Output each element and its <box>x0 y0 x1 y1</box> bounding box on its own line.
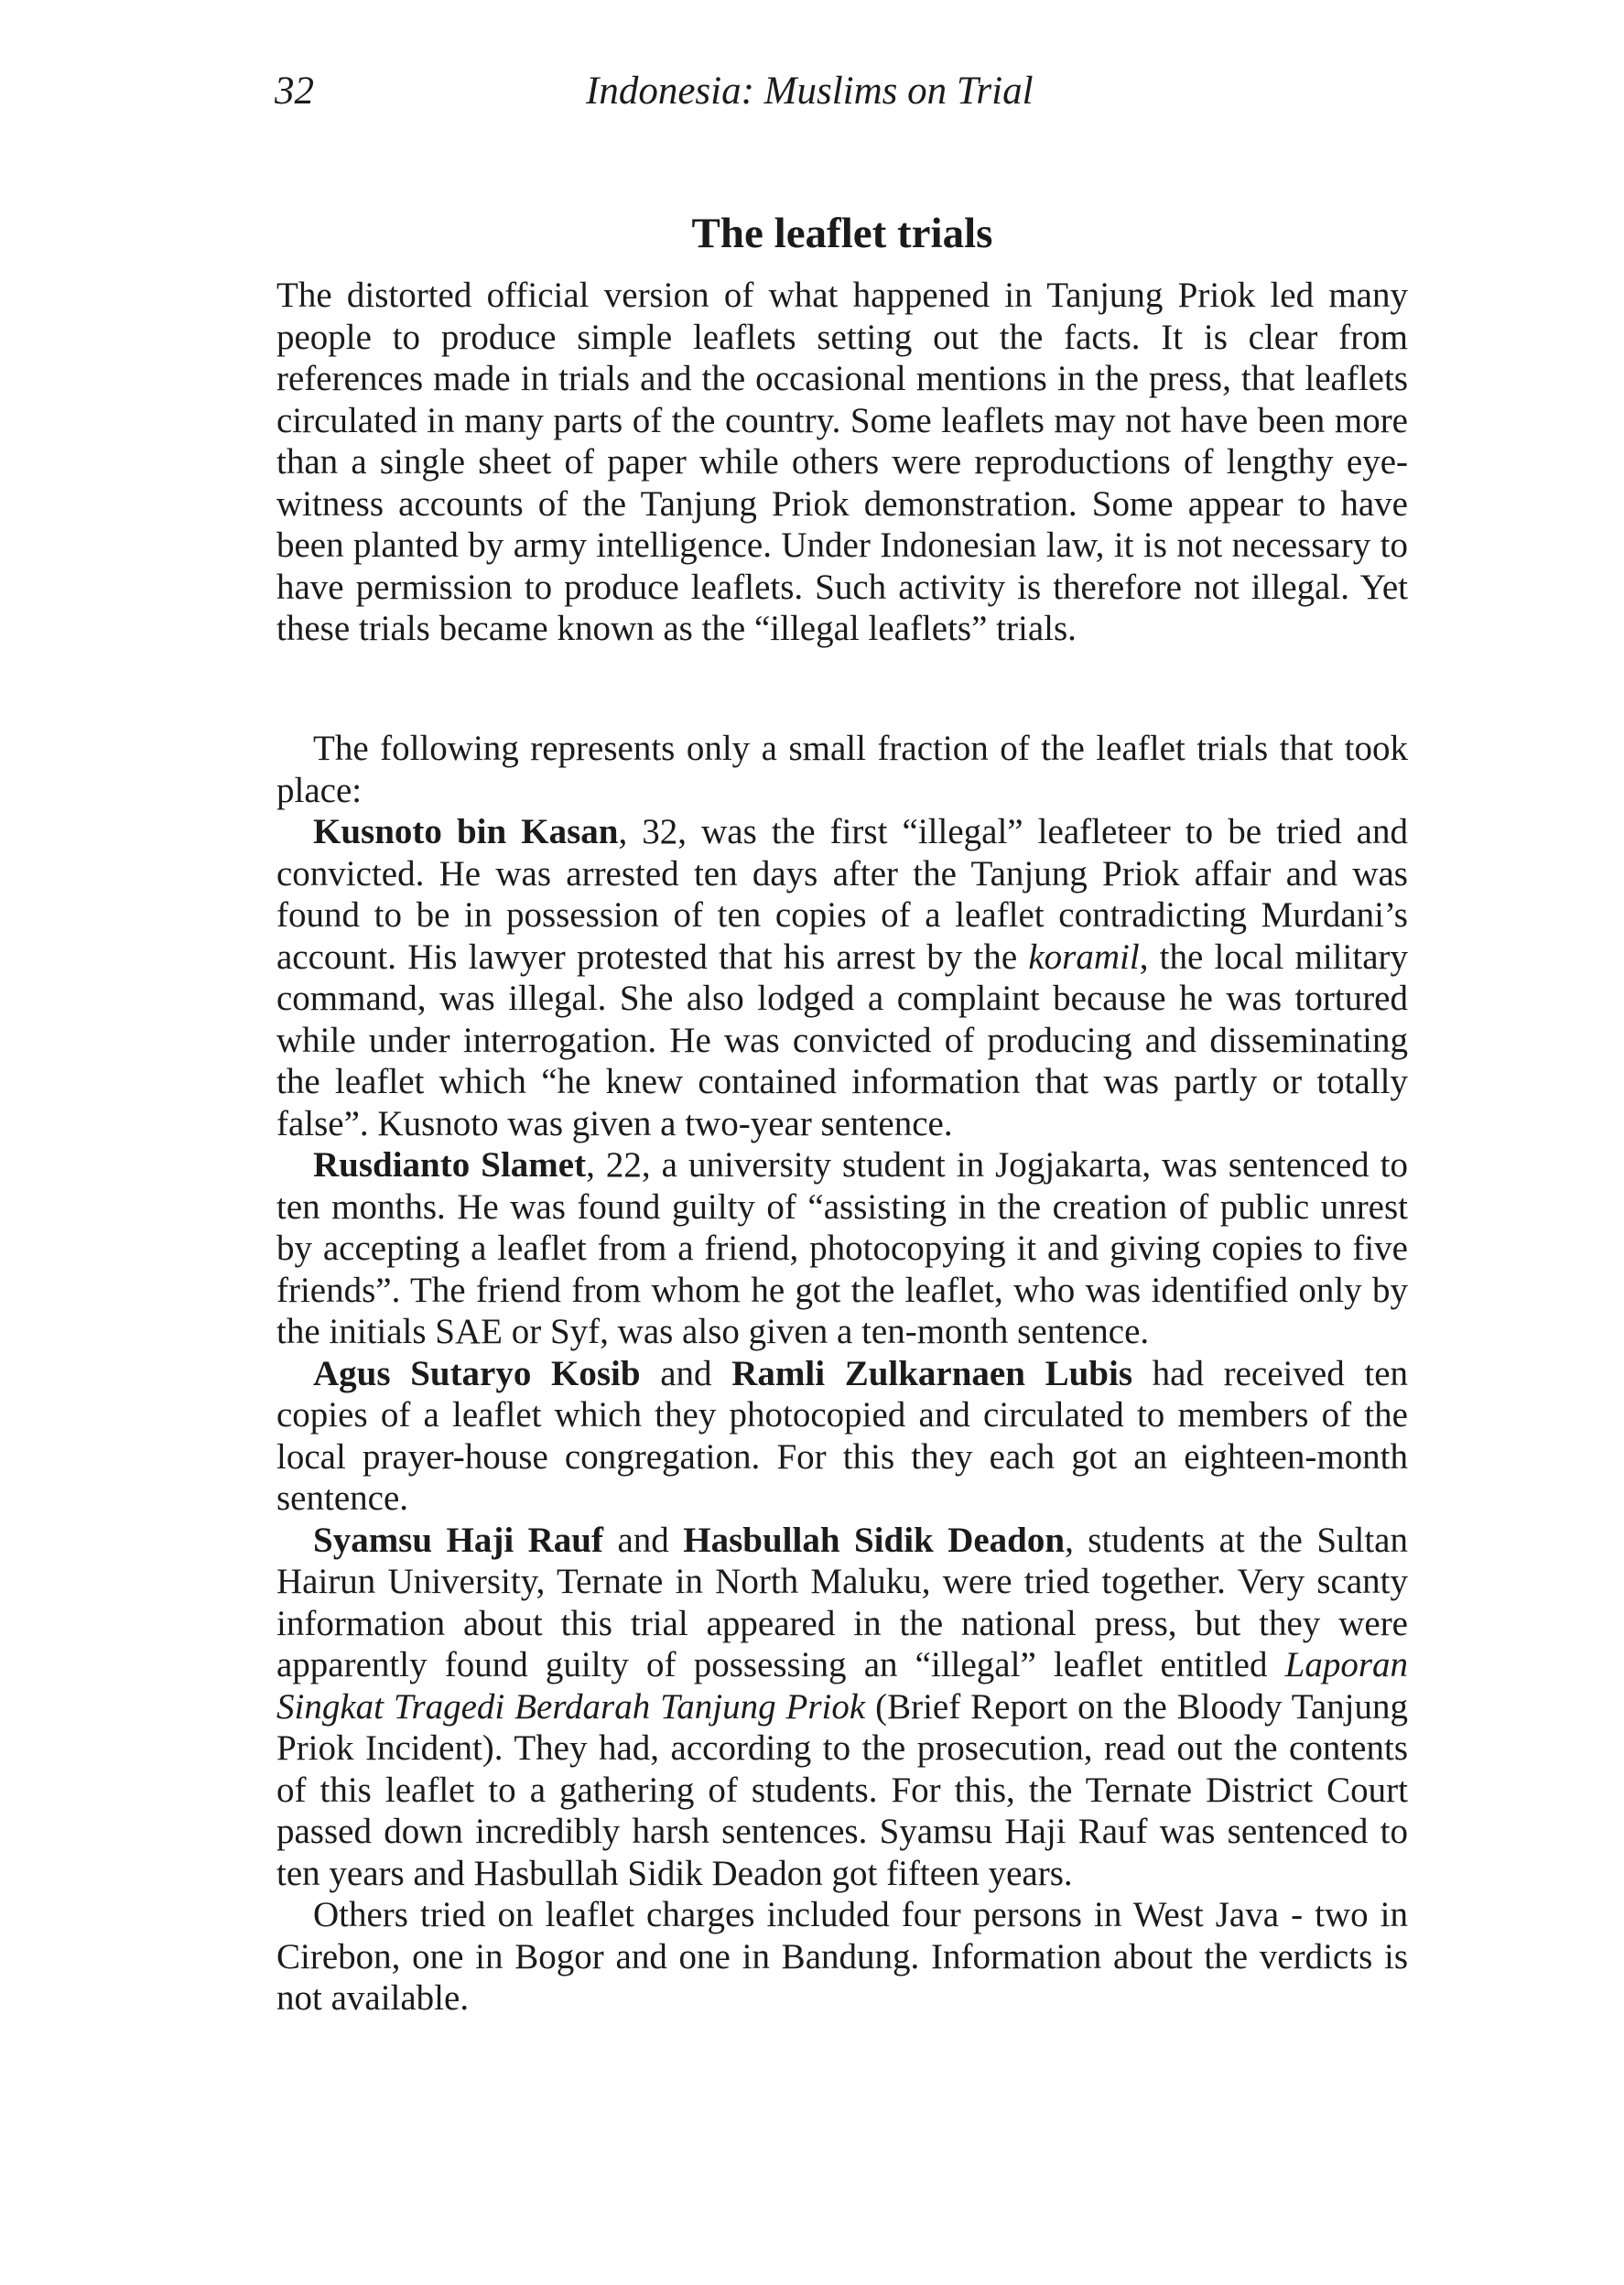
kusnoto-paragraph <box>276 811 1408 1144</box>
leaflet-title: Laporan Singkat Tragedi Berdarah Tanjung Priok <box>276 1645 1408 1727</box>
conjunction-text: and <box>640 1353 732 1393</box>
paragraph-text: , the local military command, was illegal. She also lodged a complaint because he was tortured while under interrogation. He was convicted of producing and disseminating the leaflet which “he knew contained information that was partly or totally false”. Kusnoto was given a two-year sentence. <box>276 937 1408 1143</box>
paragraph-text: , 22, a university student in Jogjakarta, was sentenced to ten months. He was found guilty of “assisting in the creation of public unrest by accepting a leaflet from a friend, photocopying it and giving copies to five friends”. The friend from whom he got the leaflet, who was identified only by the initials SAE or Syf, was also given a ten-month sentence. <box>276 1145 1408 1351</box>
defendant-name: Rusdianto Slamet <box>313 1145 587 1185</box>
others-paragraph: Others tried on leaflet charges included four persons in West Java - two in Cirebon, one in Bogor and one in Bandung. Information about the verdicts is not available. <box>276 1895 1408 2018</box>
paragraph-text: , 32, was the first “illegal” leafleteer to be tried and convicted. He was arrested ten days after the Tanjung Priok affair and was found to be in possession of ten copies of a leaflet contradicting Murdani’s account. His lawyer protested that his arrest by the <box>276 812 1408 977</box>
defendant-name: Syamsu Haji Rauf <box>313 1520 603 1560</box>
defendant-name: Agus Sutaryo Kosib <box>313 1353 641 1393</box>
intro-section <box>276 275 1408 650</box>
intro-paragraph: The distorted official version of what happened in Tanjung Priok led many people to produce simple leaflets setting out the facts. It is clear from references made in trials and the occasional mentions in the press, that leaflets circulated in many parts of the country. Some leaflets may not have been more than a single sheet of paper while others were reproductions of lengthy eye-witness accounts of the Tanjung Priok demonstration. Some appear to have been planted by army intelligence. Under Indonesian law, it is not necessary to have permission to produce leaflets. Such activity is therefore not illegal. Yet these trials became known as the “illegal leaflets” trials. <box>276 276 1408 648</box>
trials-lead-paragraph: The following represents only a small fraction of the leaflet trials that took place: <box>276 729 1408 810</box>
defendant-name: Hasbullah Sidik Deadon <box>683 1520 1066 1560</box>
paragraph-text: (Brief Report on the Bloody Tanjung Priok Incident). They had, according to the prosecution, read out the contents of this leaflet to a gathering of students. For this, the Ternate District Court passed down incredibly harsh sentences. Syamsu Haji Rauf was sentenced to ten years and Hasbullah Sidik Deadon got fifteen years. <box>276 1686 1408 1893</box>
defendant-name: Kusnoto bin Kasan <box>313 812 619 851</box>
paragraph-text: had received ten copies of a leaflet which they photocopied and circulated to members of the local prayer-house congregation. For this they each got an eighteen-month sentence. <box>276 1353 1408 1518</box>
syamsu-hasbullah-paragraph <box>276 1520 1408 1895</box>
paragraph-text: , students at the Sultan Hairun University, Ternate in North Maluku, were tried together. Very scanty information about this trial appeared in the national press, but they were apparently found guilty of possessing an “illegal” leaflet entitled <box>276 1520 1408 1684</box>
conjunction-text: and <box>603 1520 684 1560</box>
rusdianto-paragraph <box>276 1144 1408 1353</box>
italic-term: koramil <box>1028 937 1140 977</box>
trials-section <box>276 728 1408 2020</box>
book-title: Indonesia: Muslims on Trial <box>586 70 1034 113</box>
agus-ramli-paragraph <box>276 1353 1408 1520</box>
defendant-name: Ramli Zulkarnaen Lubis <box>731 1353 1132 1393</box>
section-heading: The leaflet trials <box>691 210 993 257</box>
page-number: 32 <box>275 70 314 113</box>
running-head <box>275 64 1419 119</box>
